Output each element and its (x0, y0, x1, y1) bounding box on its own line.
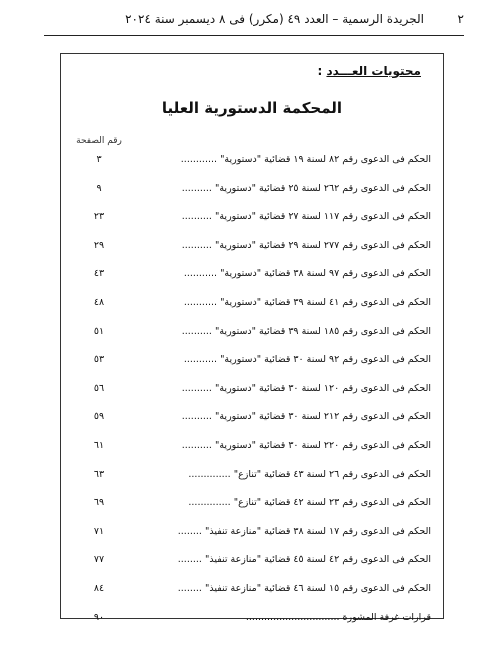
toc-entry-title-wrap (182, 411, 431, 422)
toc-entry-leader: ........ (177, 582, 202, 594)
toc-entry-title: قرارات غرفة المشورة (342, 611, 431, 623)
toc-entry-title-wrap (188, 497, 431, 508)
toc-entry-leader: .......... (181, 325, 212, 337)
toc-entry (67, 583, 431, 612)
toc-entry-page: ٧٧ (93, 554, 105, 566)
toc-entry (67, 326, 431, 355)
toc-entry-page: ٥١ (93, 325, 105, 337)
toc-entry-page: ٦٩ (93, 497, 105, 509)
toc-entry-title-wrap (182, 326, 431, 337)
toc-entry-leader: .......... (181, 182, 212, 194)
toc-entry-title: الحكم فى الدعوى رقم ٢١٢ لسنة ٣٠ قضائية "دستورية" (214, 411, 431, 423)
toc-entry (67, 354, 431, 383)
toc-entry-leader: .............. (188, 468, 231, 480)
contents-frame (60, 53, 444, 623)
toc-entry-title-wrap (178, 554, 431, 565)
toc-entry-title: الحكم فى الدعوى رقم ٢٣ لسنة ٤٢ قضائية "تنازع" (233, 497, 431, 509)
toc-entry-title: الحكم فى الدعوى رقم ٩٧ لسنة ٣٨ قضائية "دستورية" (220, 268, 431, 280)
toc-entry-title-wrap (188, 469, 431, 480)
toc-entry-leader: .......... (181, 411, 212, 423)
toc-entry (67, 554, 431, 583)
page-column-header: رقم الصفحة (76, 136, 122, 146)
toc-entry-leader: .......... (181, 239, 212, 251)
toc-entry-title: الحكم فى الدعوى رقم ١٢٠ لسنة ٣٠ قضائية "دستورية" (214, 382, 431, 394)
court-title: المحكمة الدستورية العليا (161, 99, 343, 117)
toc-entry-leader: ........ (177, 554, 202, 566)
toc-entry-title-wrap (184, 268, 431, 279)
toc-entry-title-wrap (182, 240, 431, 251)
toc-entry-title-wrap (178, 526, 431, 537)
toc-entry-title: الحكم فى الدعوى رقم ١١٧ لسنة ٢٧ قضائية "دستورية" (214, 211, 431, 223)
toc-entry-leader: ........ (177, 525, 202, 537)
toc-entry-title: الحكم فى الدعوى رقم ١٧ لسنة ٣٨ قضائية "منازعة تنفيذ" (204, 525, 431, 537)
toc-entry-leader: ........... (183, 354, 218, 366)
contents-label-text: محتويات العـــدد (326, 64, 421, 78)
toc-entry-leader: .......... (181, 382, 212, 394)
toc-entry-title: الحكم فى الدعوى رقم ٢٧٧ لسنة ٢٩ قضائية "دستورية" (214, 239, 431, 251)
toc-entry-title: الحكم فى الدعوى رقم ٢٦ لسنة ٤٣ قضائية "تنازع" (233, 468, 431, 480)
toc-entry (67, 469, 431, 498)
toc-entry-leader: .............. (188, 497, 231, 509)
toc-entry-title: الحكم فى الدعوى رقم ١٥ لسنة ٤٦ قضائية "منازعة تنفيذ" (204, 582, 431, 594)
toc-entry-page: ٦٣ (93, 468, 105, 480)
toc-entry (67, 297, 431, 326)
toc-entry-page: ٦١ (93, 439, 105, 451)
toc-entry (67, 497, 431, 526)
contents-label (317, 64, 421, 78)
toc-entry-title-wrap (246, 612, 431, 623)
table-of-contents (67, 154, 431, 640)
toc-entry-leader: ............................... (245, 611, 340, 623)
toc-entry-title-wrap (182, 440, 431, 451)
toc-entry (67, 526, 431, 555)
toc-entry-title: الحكم فى الدعوى رقم ٨٢ لسنة ١٩ قضائية "دستورية" (220, 154, 431, 165)
toc-entry-title-wrap (184, 297, 431, 308)
toc-entry (67, 240, 431, 269)
toc-entry-page: ٢٩ (93, 239, 105, 251)
toc-entry (67, 612, 431, 641)
toc-entry-leader: ............ (180, 154, 218, 165)
toc-entry-title: الحكم فى الدعوى رقم ٤٢ لسنة ٤٥ قضائية "منازعة تنفيذ" (204, 554, 431, 566)
toc-entry-page: ٤٣ (93, 268, 105, 280)
toc-entry-page: ٥٩ (93, 411, 105, 423)
toc-entry-title: الحكم فى الدعوى رقم ٤١ لسنة ٣٩ قضائية "دستورية" (220, 296, 431, 308)
toc-entry-leader: .......... (181, 439, 212, 451)
toc-entry-page: ٥٦ (93, 382, 105, 394)
toc-entry (67, 268, 431, 297)
toc-entry-title: الحكم فى الدعوى رقم ٢٦٢ لسنة ٢٥ قضائية "دستورية" (214, 182, 431, 194)
toc-entry-title: الحكم فى الدعوى رقم ٩٢ لسنة ٣٠ قضائية "دستورية" (220, 354, 431, 366)
toc-entry-page: ٥٣ (93, 354, 105, 366)
toc-entry-title: الحكم فى الدعوى رقم ٢٢٠ لسنة ٣٠ قضائية "دستورية" (214, 439, 431, 451)
toc-entry-title-wrap (182, 183, 431, 194)
toc-entry-page: ٤٨ (93, 296, 105, 308)
toc-entry-page: ٩ (96, 182, 102, 194)
toc-entry (67, 383, 431, 412)
toc-entry (67, 411, 431, 440)
toc-entry-page: ٨٤ (93, 582, 105, 594)
header-title: الجريدة الرسمية – العدد ٤٩ (مكرر) فى ٨ ديسمبر سنة ٢٠٢٤ (125, 12, 424, 26)
toc-entry-title-wrap (181, 154, 431, 165)
toc-entry-leader: ........... (183, 268, 218, 280)
toc-entry-title-wrap (182, 211, 431, 222)
toc-entry-page: ٩٠ (93, 611, 105, 623)
toc-entry-leader: ........... (183, 296, 218, 308)
toc-entry-page: ٧١ (93, 525, 105, 537)
toc-entry-page: ٢٣ (93, 211, 105, 223)
toc-entry-page: ٣ (96, 154, 102, 165)
toc-entry (67, 211, 431, 240)
contents-label-suffix: : (317, 64, 327, 78)
toc-entry (67, 183, 431, 212)
toc-entry-title-wrap (184, 354, 431, 365)
toc-entry (67, 440, 431, 469)
page-header (44, 12, 464, 30)
toc-entry-title-wrap (178, 583, 431, 594)
toc-entry-title: الحكم فى الدعوى رقم ١٨٥ لسنة ٣٩ قضائية "دستورية" (214, 325, 431, 337)
toc-entry (67, 154, 431, 183)
header-divider (44, 35, 464, 36)
toc-entry-leader: .......... (181, 211, 212, 223)
header-page-number: ٢ (457, 12, 464, 26)
toc-entry-title-wrap (182, 383, 431, 394)
